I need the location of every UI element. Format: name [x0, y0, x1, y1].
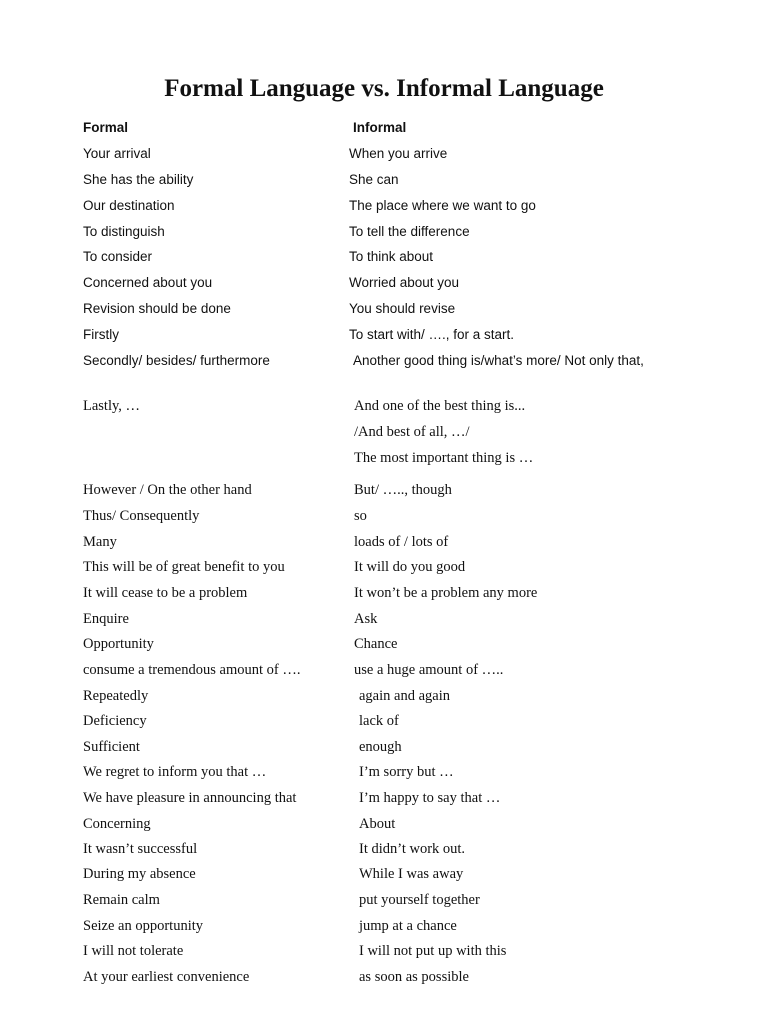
informal-phrase: lack of — [359, 713, 399, 729]
formal-phrase: Thus/ Consequently — [83, 508, 200, 524]
informal-phrase: I’m sorry but … — [359, 764, 454, 780]
informal-phrase: To think about — [349, 249, 434, 264]
formal-phrase: Many — [83, 534, 117, 550]
informal-phrase: It didn’t work out. — [359, 841, 466, 857]
column-header-informal: Informal — [353, 120, 407, 135]
table-row — [0, 246, 768, 268]
table-row — [0, 556, 768, 578]
table-row — [0, 787, 768, 809]
table-row — [0, 915, 768, 937]
informal-phrase: Another good thing is/what’s more/ Not only that, — [353, 353, 644, 368]
informal-phrase: enough — [359, 739, 402, 755]
table-row — [0, 505, 768, 527]
formal-phrase: We have pleasure in announcing that — [83, 790, 297, 806]
informal-phrase: It won’t be a problem any more — [354, 585, 538, 601]
formal-phrase: To consider — [83, 249, 153, 264]
formal-phrase: Our destination — [83, 198, 175, 213]
informal-phrase: /And best of all, …/ — [354, 424, 470, 440]
column-header-formal: Formal — [83, 120, 129, 135]
table-row — [0, 813, 768, 835]
table-row — [0, 940, 768, 962]
formal-phrase: Enquire — [83, 611, 129, 627]
formal-phrase: Concerned about you — [83, 275, 213, 290]
formal-phrase: Concerning — [83, 816, 151, 832]
table-row — [0, 350, 768, 372]
formal-phrase: Deficiency — [83, 713, 147, 729]
formal-phrase: Secondly/ besides/ furthermore — [83, 353, 270, 368]
page-title: Formal Language vs. Informal Language — [164, 75, 604, 102]
formal-phrase: We regret to inform you that … — [83, 764, 267, 780]
table-row — [0, 421, 768, 443]
table-row — [0, 889, 768, 911]
formal-phrase: During my absence — [83, 866, 196, 882]
formal-phrase: consume a tremendous amount of …. — [83, 662, 301, 678]
formal-phrase: At your earliest convenience — [83, 969, 250, 985]
table-row — [0, 143, 768, 165]
table-row — [0, 710, 768, 732]
informal-phrase: as soon as possible — [359, 969, 469, 985]
table-row — [0, 395, 768, 417]
informal-phrase: But/ ….., though — [354, 482, 452, 498]
table-row — [0, 736, 768, 758]
informal-phrase: It will do you good — [354, 559, 466, 575]
informal-phrase: To tell the difference — [349, 224, 470, 239]
column-header-row — [0, 117, 768, 139]
informal-phrase: jump at a chance — [359, 918, 457, 934]
formal-phrase: It will cease to be a problem — [83, 585, 248, 601]
informal-phrase: use a huge amount of ….. — [354, 662, 504, 678]
formal-phrase: Remain calm — [83, 892, 160, 908]
table-row — [0, 479, 768, 501]
informal-phrase: When you arrive — [349, 146, 448, 161]
informal-phrase: The most important thing is … — [354, 450, 534, 466]
informal-phrase: again and again — [359, 688, 450, 704]
table-row — [0, 195, 768, 217]
table-row — [0, 221, 768, 243]
informal-phrase: While I was away — [359, 866, 464, 882]
formal-phrase: This will be of great benefit to you — [83, 559, 285, 575]
formal-phrase: Lastly, … — [83, 398, 141, 414]
table-row — [0, 298, 768, 320]
formal-phrase: Seize an opportunity — [83, 918, 204, 934]
formal-phrase: Sufficient — [83, 739, 140, 755]
informal-phrase: so — [354, 508, 367, 524]
informal-phrase: I’m happy to say that … — [359, 790, 501, 806]
informal-phrase: put yourself together — [359, 892, 480, 908]
informal-phrase: To start with/ …., for a start. — [349, 327, 515, 342]
table-row — [0, 582, 768, 604]
table-row — [0, 608, 768, 630]
formal-phrase: I will not tolerate — [83, 943, 184, 959]
informal-phrase: She can — [349, 172, 399, 187]
informal-phrase: Ask — [354, 611, 378, 627]
informal-phrase: You should revise — [349, 301, 456, 316]
table-row — [0, 531, 768, 553]
table-row — [0, 966, 768, 988]
formal-phrase: To distinguish — [83, 224, 165, 239]
table-row — [0, 272, 768, 294]
informal-phrase: Worried about you — [349, 275, 460, 290]
informal-phrase: I will not put up with this — [359, 943, 507, 959]
table-row — [0, 169, 768, 191]
table-row — [0, 685, 768, 707]
formal-phrase: Your arrival — [83, 146, 151, 161]
table-row — [0, 863, 768, 885]
formal-phrase: Firstly — [83, 327, 119, 342]
informal-phrase: About — [359, 816, 396, 832]
table-row — [0, 838, 768, 860]
informal-phrase: And one of the best thing is... — [354, 398, 526, 414]
table-row — [0, 324, 768, 346]
formal-phrase: She has the ability — [83, 172, 194, 187]
formal-phrase: Opportunity — [83, 636, 154, 652]
table-row — [0, 761, 768, 783]
informal-phrase: The place where we want to go — [349, 198, 536, 213]
informal-phrase: loads of / lots of — [354, 534, 449, 550]
formal-phrase: Repeatedly — [83, 688, 149, 704]
informal-phrase: Chance — [354, 636, 398, 652]
table-row — [0, 633, 768, 655]
formal-phrase: Revision should be done — [83, 301, 231, 316]
table-row — [0, 659, 768, 681]
table-row — [0, 447, 768, 469]
formal-phrase: However / On the other hand — [83, 482, 252, 498]
formal-phrase: It wasn’t successful — [83, 841, 198, 857]
